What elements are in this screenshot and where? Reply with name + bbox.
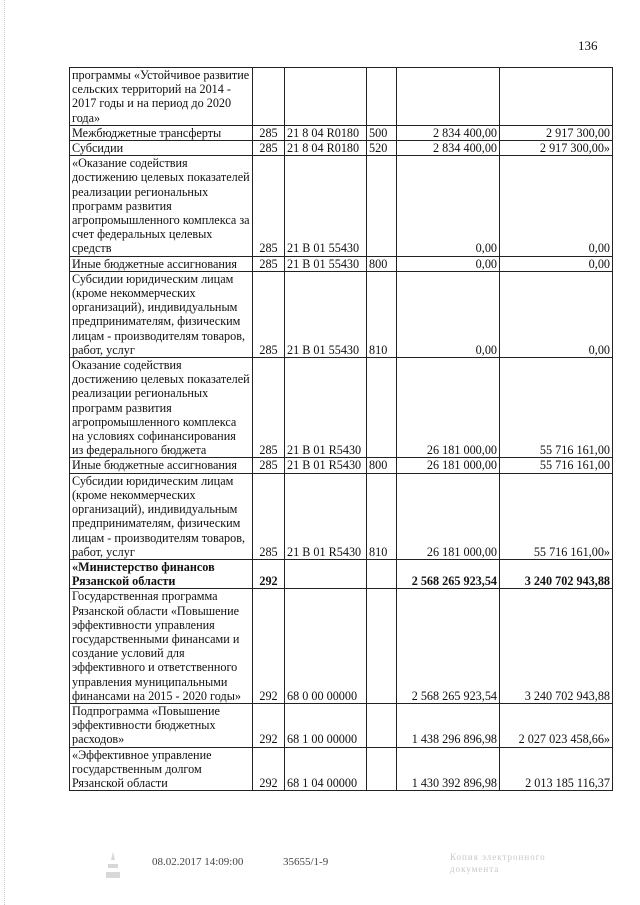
cell-target-code: 21 В 01 R5430 [285,458,367,473]
cell-target-code: 21 В 01 R5430 [285,473,367,559]
cell-admin-code [253,68,285,126]
cell-amount-year-1: 1 430 392 896,98 [397,747,500,791]
cell-amount-year-1 [397,68,500,126]
cell-target-code: 21 В 01 55430 [285,156,367,256]
table-row [70,68,613,126]
cell-admin-code: 292 [253,559,285,588]
cell-name: Оказание содействия достижению целевых показателей реализации региональных программ развития агропромышленного комплекса на условиях софинансирования из федерального бюджета [70,358,253,458]
cell-amount-year-1: 26 181 000,00 [397,358,500,458]
cell-name: Межбюджетные трансферты [70,125,253,140]
table-row [70,473,613,559]
cell-amount-year-2: 0,00 [500,156,613,256]
cell-admin-code: 285 [253,256,285,271]
cell-name: Иные бюджетные ассигнования [70,256,253,271]
cell-name: «Эффективное управление государственным долгом Рязанской области [70,747,253,791]
cell-expense-type: 800 [367,458,397,473]
corner-mark-icon [104,850,122,880]
cell-target-code [285,68,367,126]
cell-target-code: 68 1 00 00000 [285,703,367,747]
cell-expense-type [367,68,397,126]
cell-amount-year-2: 2 917 300,00» [500,141,613,156]
cell-amount-year-1: 26 181 000,00 [397,473,500,559]
cell-amount-year-2: 3 240 702 943,88 [500,559,613,588]
table-row [70,141,613,156]
cell-target-code: 68 0 00 00000 [285,589,367,704]
table-row [70,747,613,791]
cell-admin-code: 292 [253,703,285,747]
cell-name: «Оказание содействия достижению целевых показателей реализации региональных программ развития агропромышленного комплекса за счет федеральных целевых средств [70,156,253,256]
cell-amount-year-2: 2 027 023 458,66» [500,703,613,747]
cell-admin-code: 285 [253,125,285,140]
table-row [70,358,613,458]
cell-expense-type [367,156,397,256]
cell-amount-year-2: 2 917 300,00 [500,125,613,140]
cell-amount-year-1: 0,00 [397,271,500,357]
cell-name: Субсидии [70,141,253,156]
cell-target-code: 21 8 04 R0180 [285,141,367,156]
cell-name: Подпрограмма «Повышение эффективности бюджетных расходов» [70,703,253,747]
page-number: 136 [578,38,598,53]
table-row [70,589,613,704]
budget-table [69,67,613,791]
cell-name: программы «Устойчивое развитие сельских территорий на 2014 - 2017 годы и на период до 2020 года» [70,68,253,126]
cell-target-code: 68 1 04 00000 [285,747,367,791]
footer-doc-number: 35655/1-9 [283,856,329,868]
cell-amount-year-1: 0,00 [397,156,500,256]
cell-expense-type: 500 [367,125,397,140]
cell-expense-type [367,747,397,791]
cell-target-code: 21 8 04 R0180 [285,125,367,140]
cell-admin-code: 285 [253,271,285,357]
cell-amount-year-1: 26 181 000,00 [397,458,500,473]
cell-amount-year-2: 0,00 [500,256,613,271]
cell-amount-year-2: 0,00 [500,271,613,357]
table-row [70,271,613,357]
cell-target-code: 21 В 01 55430 [285,271,367,357]
cell-amount-year-2: 55 716 161,00 [500,358,613,458]
cell-admin-code: 285 [253,156,285,256]
faded-stamp: Копия электронного документа [450,852,546,874]
footer-timestamp: 08.02.2017 14:09:00 [152,856,244,868]
table-row [70,125,613,140]
table-row [70,256,613,271]
cell-name: Государственная программа Рязанской области «Повышение эффективности управления государственными финансами и создание условий для эффективного и ответственного управления муниципальными финансами на 2015 - 2020 годы» [70,589,253,704]
scan-edge-line [4,0,6,905]
cell-expense-type [367,589,397,704]
cell-admin-code: 292 [253,747,285,791]
cell-amount-year-1: 2 568 265 923,54 [397,559,500,588]
budget-table-body [70,68,613,791]
table-row [70,458,613,473]
cell-amount-year-2: 55 716 161,00» [500,473,613,559]
cell-expense-type [367,703,397,747]
cell-amount-year-1: 1 438 296 896,98 [397,703,500,747]
cell-name: Субсидии юридическим лицам (кроме некоммерческих организаций), индивидуальным предпринимателям, физическим лицам - производителям товаров, работ, услуг [70,271,253,357]
cell-amount-year-1: 2 834 400,00 [397,125,500,140]
cell-name: «Министерство финансов Рязанской области [70,559,253,588]
table-row [70,703,613,747]
cell-expense-type: 800 [367,256,397,271]
cell-amount-year-1: 2 834 400,00 [397,141,500,156]
cell-expense-type: 520 [367,141,397,156]
cell-admin-code: 285 [253,358,285,458]
cell-name: Иные бюджетные ассигнования [70,458,253,473]
cell-admin-code: 292 [253,589,285,704]
table-row [70,156,613,256]
table-row [70,559,613,588]
cell-name: Субсидии юридическим лицам (кроме некоммерческих организаций), индивидуальным предпринимателям, физическим лицам - производителям товаров, работ, услуг [70,473,253,559]
cell-amount-year-2: 2 013 185 116,37 [500,747,613,791]
cell-target-code [285,559,367,588]
cell-target-code: 21 В 01 55430 [285,256,367,271]
cell-amount-year-2: 3 240 702 943,88 [500,589,613,704]
cell-expense-type: 810 [367,271,397,357]
cell-amount-year-2 [500,68,613,126]
cell-expense-type [367,559,397,588]
cell-admin-code: 285 [253,458,285,473]
cell-expense-type [367,358,397,458]
cell-admin-code: 285 [253,141,285,156]
cell-amount-year-1: 0,00 [397,256,500,271]
cell-expense-type: 810 [367,473,397,559]
cell-amount-year-1: 2 568 265 923,54 [397,589,500,704]
cell-target-code: 21 В 01 R5430 [285,358,367,458]
cell-admin-code: 285 [253,473,285,559]
cell-amount-year-2: 55 716 161,00 [500,458,613,473]
